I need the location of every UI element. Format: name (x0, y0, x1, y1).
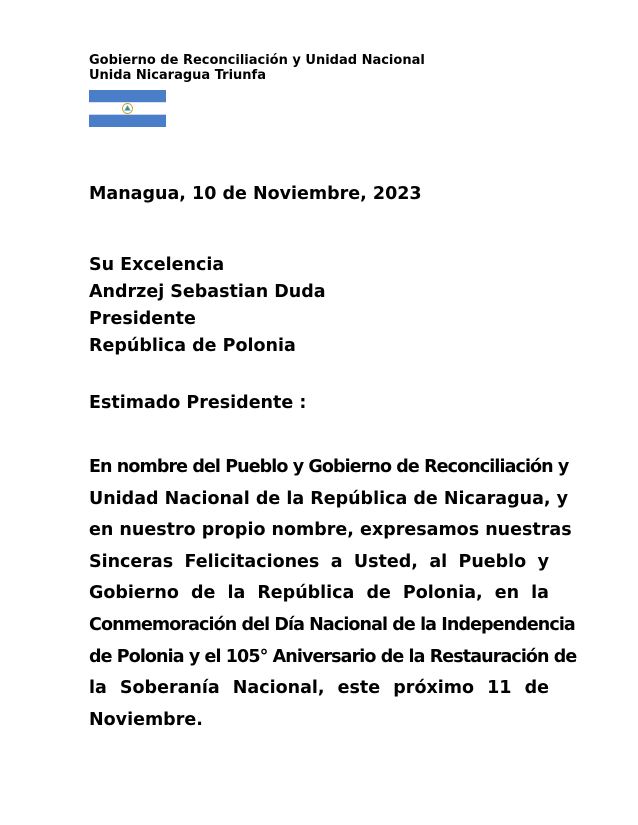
recipient-honorific: Su Excelencia (89, 255, 225, 275)
salutation: Estimado Presidente : (89, 393, 307, 413)
body-line: Conmemoración del Día Nacional de la Independencia (89, 614, 575, 635)
letter-body (89, 452, 577, 736)
body-line: Noviembre. (89, 709, 203, 730)
recipient-title: Presidente (89, 309, 196, 329)
letterhead-slogan: Unida Nicaragua Triunfa (89, 68, 266, 83)
recipient-block (89, 252, 326, 360)
letterhead-government-name: Gobierno de Reconciliación y Unidad Nacional (89, 53, 425, 68)
letterhead (89, 53, 425, 83)
recipient-country: República de Polonia (89, 336, 296, 356)
body-line: Unidad Nacional de la República de Nicaragua, y (89, 488, 569, 509)
body-line: de Polonia y el 105° Aniversario de la Restauración de (89, 646, 577, 667)
body-line: Gobierno de la República de Polonia, en la (89, 583, 549, 604)
letter-date: Managua, 10 de Noviembre, 2023 (89, 184, 422, 204)
body-line: la Soberanía Nacional, este próximo 11 de (89, 678, 549, 699)
nicaragua-flag-icon (89, 90, 166, 127)
body-line: En nombre del Pueblo y Gobierno de Reconciliación y (89, 457, 569, 477)
body-line: Sinceras Felicitaciones a Usted, al Pueblo y (89, 551, 549, 572)
recipient-name: Andrzej Sebastian Duda (89, 282, 326, 302)
body-line: en nuestro propio nombre, expresamos nuestras (89, 520, 572, 541)
